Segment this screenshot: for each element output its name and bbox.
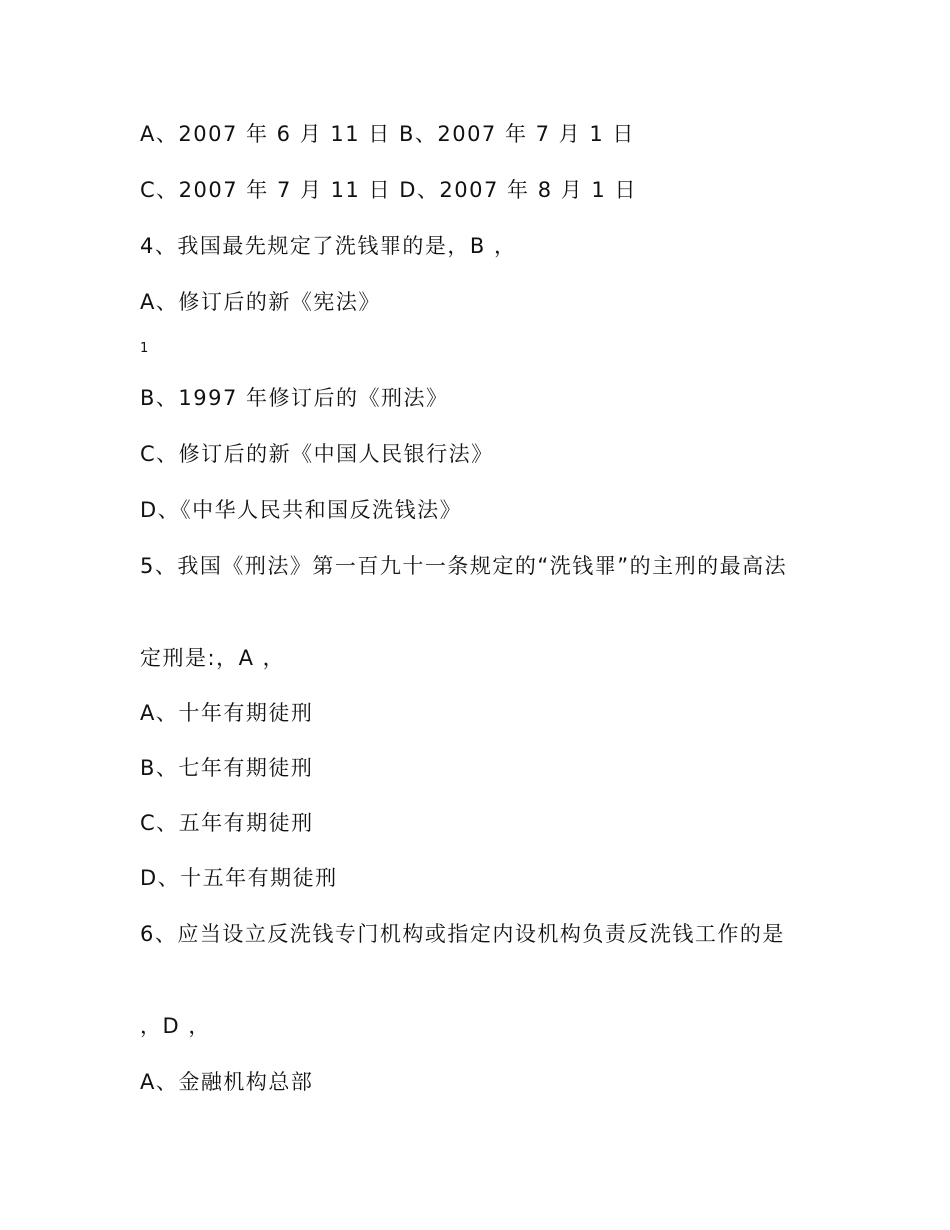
question-5-continuation: 定刑是:，A ，	[140, 646, 286, 670]
answer-options-dates-1: A、2007 年 6 月 11 日 B、2007 年 7 月 1 日	[140, 122, 635, 146]
option-b: B、1997 年修订后的《刑法》	[140, 386, 449, 410]
option-d: D、《中华人民共和国反洗钱法》	[140, 498, 463, 522]
option-a: A、金融机构总部	[140, 1070, 314, 1094]
question-4: 4、我国最先规定了洗钱罪的是，B ，	[140, 234, 517, 258]
answer-options-dates-2: C、2007 年 7 月 11 日 D、2007 年 8 月 1 日	[140, 178, 637, 202]
question-5: 5、我国《刑法》第一百九十一条规定的“洗钱罪”的主刑的最高法	[140, 554, 788, 578]
page-number: 1	[140, 341, 149, 356]
option-a: A、十年有期徒刑	[140, 701, 314, 725]
option-d: D、十五年有期徒刑	[140, 866, 338, 890]
option-c: C、修订后的新《中国人民银行法》	[140, 442, 494, 466]
question-6: 6、应当设立反洗钱专门机构或指定内设机构负责反洗钱工作的是	[140, 922, 785, 946]
option-a: A、修订后的新《宪法》	[140, 290, 381, 314]
option-c: C、五年有期徒刑	[140, 811, 314, 835]
question-6-answer: ，D ，	[140, 1014, 211, 1038]
option-b: B、七年有期徒刑	[140, 756, 314, 780]
